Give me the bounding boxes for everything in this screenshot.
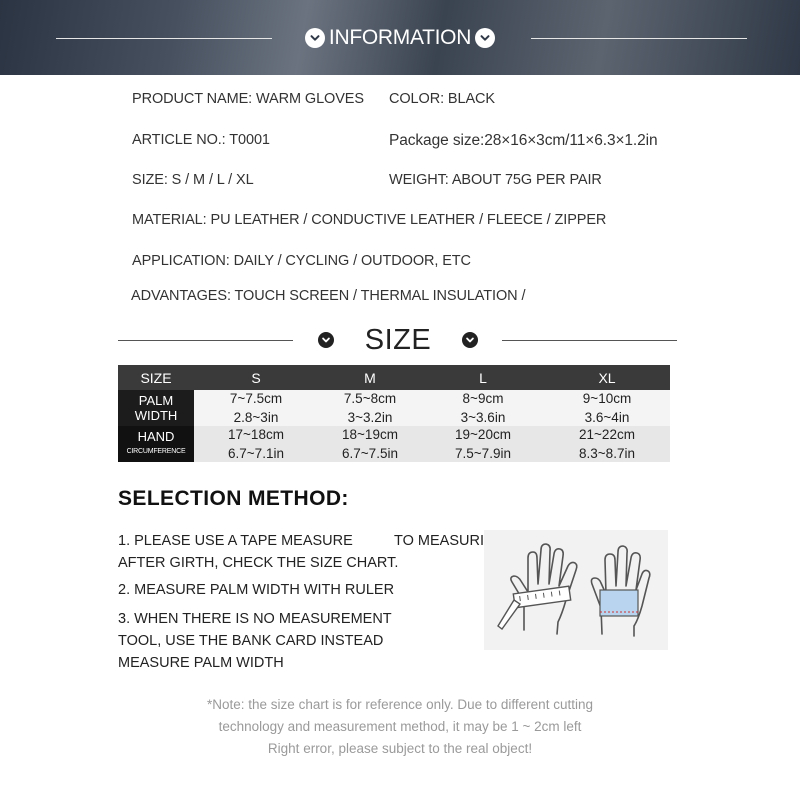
table-cell [422,426,544,462]
table-cell [422,390,544,426]
cell-in: 6.7~7.5in [342,446,398,461]
cell-cm: 18~19cm [342,427,398,442]
table-cell [194,426,318,462]
row-label-line: CIRCUMFERENCE [126,448,186,455]
header-cell-xl: XL [598,369,616,386]
header-title-group [300,22,500,54]
material: MATERIAL: PU LEATHER / CONDUCTIVE LEATHER / FLEECE / ZIPPER [132,212,607,228]
cell-cm: 8~9cm [462,391,504,406]
product-name: PRODUCT NAME: WARM GLOVES [132,91,364,107]
size-chart-header-row [118,365,670,390]
header-cell-m: M [364,369,376,386]
row-label-line: PALM [138,393,174,408]
package-size: Package size:28×16×3cm/11×6.3×1.2in [389,132,658,149]
chevron-down-circle-icon [318,332,334,348]
chevron-down-circle-icon [475,28,495,48]
cell-in: 8.3~8.7in [579,446,635,461]
section-title-size: SIZE [364,323,432,356]
table-row-palm-width [118,390,670,426]
table-cell [318,390,422,426]
step-3-line-2: TOOL, USE THE BANK CARD INSTEAD [118,633,384,649]
product-color: COLOR: BLACK [389,91,495,107]
section-title-information: INFORMATION [328,26,472,49]
note-line-2: technology and measurement method, it may be 1 ~ 2cm left [218,719,582,734]
size-chart-table [118,365,670,462]
cell-in: 6.7~7.1in [228,446,284,461]
header-band [0,0,800,75]
cell-cm: 19~20cm [455,427,511,442]
header-cell-s: S [251,369,261,386]
chevron-down-circle-icon [462,332,478,348]
cell-in: 3~3.6in [460,410,506,425]
chevron-down-circle-icon [305,28,325,48]
step-2: 2. MEASURE PALM WIDTH WITH RULER [118,582,395,598]
size-heading [318,322,478,358]
size-options: SIZE: S / M / L / XL [132,172,254,188]
row-label-palm-width [118,390,194,426]
cell-in: 3.6~4in [584,410,630,425]
application: APPLICATION: DAILY / CYCLING / OUTDOOR, ETC [132,253,471,269]
cell-in: 7.5~7.9in [455,446,511,461]
table-row-hand-circumference [118,426,670,462]
hand-measurement-icon [484,530,668,650]
cell-cm: 21~22cm [579,427,635,442]
header-cell-l: L [479,369,487,386]
note-line-3: Right error, please subject to the real object! [267,741,533,756]
step-1-line-2: AFTER GIRTH, CHECK THE SIZE CHART. [118,555,399,571]
table-cell [544,426,670,462]
table-cell [318,426,422,462]
row-label-line: WIDTH [134,408,178,423]
article-number: ARTICLE NO.: T0001 [132,132,270,148]
cell-cm: 7~7.5cm [229,391,283,406]
selection-method-title: SELECTION METHOD: [118,487,349,510]
cell-cm: 17~18cm [228,427,284,442]
step-1-line-1-continued: TO MEASURI [394,533,484,549]
size-divider-right [502,340,677,341]
header-divider-left [56,38,272,39]
row-label-line: HAND [137,429,175,444]
size-divider-left [118,340,293,341]
table-cell [194,390,318,426]
step-1-line-1: 1. PLEASE USE A TAPE MEASURE [118,533,353,549]
advantages: ADVANTAGES: TOUCH SCREEN / THERMAL INSULATION / [131,288,526,304]
cell-cm: 9~10cm [582,391,632,406]
cell-cm: 7.5~8cm [343,391,397,406]
step-3-line-3: MEASURE PALM WIDTH [118,655,284,671]
header-divider-right [531,38,747,39]
table-cell [544,390,670,426]
header-cell-size: SIZE [140,369,172,386]
note-line-1: *Note: the size chart is for reference only. Due to different cutting [207,697,593,712]
step-3-line-1: 3. WHEN THERE IS NO MEASUREMENT [118,611,392,627]
weight: WEIGHT: ABOUT 75G PER PAIR [389,172,602,188]
row-label-hand-circumference [118,426,194,462]
cell-in: 2.8~3in [233,410,279,425]
cell-in: 3~3.2in [347,410,393,425]
